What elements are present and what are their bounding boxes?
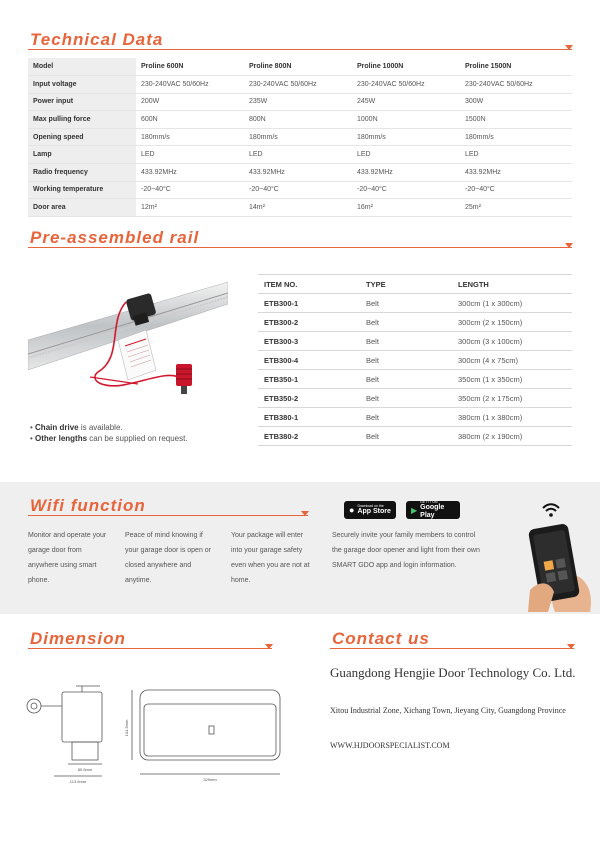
item-length: 300cm (3 x 100cm) bbox=[458, 332, 572, 351]
rail-note-chain-bold: Chain drive bbox=[35, 423, 79, 432]
spec-label: Max pulling force bbox=[28, 111, 136, 129]
rail-product-image bbox=[28, 262, 228, 417]
rail-note-lengths-text: can be supplied on request. bbox=[87, 434, 188, 443]
technical-title: Technical Data bbox=[30, 30, 164, 49]
table-row bbox=[28, 181, 572, 199]
spec-label: Opening speed bbox=[28, 128, 136, 146]
spec-value: LED bbox=[352, 146, 460, 164]
spec-value: 180mm/s bbox=[460, 128, 572, 146]
spec-value: -20~40°C bbox=[136, 181, 244, 199]
table-row bbox=[28, 199, 572, 217]
wifi-divider bbox=[28, 515, 308, 516]
table-row bbox=[258, 370, 572, 389]
company-name: Guangdong Hengjie Door Technology Co. Ltd. bbox=[330, 665, 576, 680]
spec-value: 433.92MHz bbox=[244, 164, 352, 182]
item-code: ETB380-1 bbox=[258, 408, 366, 427]
table-row bbox=[258, 351, 572, 370]
spec-value: 180mm/s bbox=[352, 128, 460, 146]
spec-value: -20~40°C bbox=[244, 181, 352, 199]
item-length: 380cm (2 x 190cm) bbox=[458, 427, 572, 446]
item-code: ETB300-2 bbox=[258, 313, 366, 332]
dimension-drawing bbox=[20, 668, 290, 798]
spec-value: 14m² bbox=[244, 199, 352, 217]
spec-value: 230-240VAC 50/60Hz bbox=[136, 76, 244, 94]
company-website[interactable]: WWW.HJDOORSPECIALIST.COM bbox=[330, 741, 450, 750]
table-row bbox=[258, 427, 572, 446]
technical-header-cell: Model bbox=[28, 58, 136, 76]
item-type: Belt bbox=[366, 427, 458, 446]
play-icon: ▶ bbox=[411, 505, 418, 515]
rail-note-lengths-bold: Other lengths bbox=[35, 434, 88, 443]
item-length: 380cm (1 x 380cm) bbox=[458, 408, 572, 427]
table-row bbox=[28, 76, 572, 94]
dimension-label-width: 329mm bbox=[203, 777, 217, 782]
spec-value: 300W bbox=[460, 93, 572, 111]
app-store-text bbox=[357, 504, 390, 516]
table-row bbox=[28, 128, 572, 146]
spec-value: 1500N bbox=[460, 111, 572, 129]
smartphone-in-hand-image bbox=[520, 520, 596, 612]
dimension-label-depth: 80.5mm bbox=[77, 767, 93, 772]
item-code: ETB380-2 bbox=[258, 427, 366, 446]
spec-value: 235W bbox=[244, 93, 352, 111]
table-row bbox=[28, 146, 572, 164]
spec-value: 180mm/s bbox=[244, 128, 352, 146]
table-row bbox=[258, 389, 572, 408]
spec-value: 12m² bbox=[136, 199, 244, 217]
company-address: Xitou Industrial Zone, Xichang Town, Jieyang City, Guangdong Province bbox=[330, 706, 566, 715]
rail-header-item: ITEM NO. bbox=[258, 275, 366, 294]
wifi-feature-monitor: Monitor and operate your garage door from anywhere using smart phone. bbox=[28, 532, 107, 584]
dimension-title: Dimension bbox=[30, 629, 126, 648]
spec-value: 200W bbox=[136, 93, 244, 111]
table-row bbox=[28, 111, 572, 129]
technical-header-cell: Proline 1500N bbox=[460, 58, 572, 76]
dimension-divider bbox=[28, 648, 272, 649]
item-length: 350cm (1 x 350cm) bbox=[458, 370, 572, 389]
technical-header-cell: Proline 600N bbox=[136, 58, 244, 76]
item-type: Belt bbox=[366, 351, 458, 370]
rail-header-row bbox=[258, 275, 572, 294]
apple-icon: ● bbox=[349, 505, 355, 515]
item-code: ETB300-1 bbox=[258, 294, 366, 313]
spec-value: 16m² bbox=[352, 199, 460, 217]
rail-note-chain-text: is available. bbox=[78, 423, 123, 432]
item-type: Belt bbox=[366, 294, 458, 313]
google-play-badge[interactable] bbox=[406, 501, 460, 519]
technical-divider bbox=[28, 49, 572, 50]
item-length: 350cm (2 x 175cm) bbox=[458, 389, 572, 408]
item-type: Belt bbox=[366, 332, 458, 351]
spec-value: LED bbox=[460, 146, 572, 164]
spec-value: 800N bbox=[244, 111, 352, 129]
item-type: Belt bbox=[366, 408, 458, 427]
table-row bbox=[258, 408, 572, 427]
spec-label: Input voltage bbox=[28, 76, 136, 94]
spec-value: 433.92MHz bbox=[136, 164, 244, 182]
rail-note-chain: • Chain drive is available. bbox=[30, 423, 123, 432]
item-length: 300cm (4 x 75cm) bbox=[458, 351, 572, 370]
dimension-label-height: 104.5mm bbox=[124, 719, 129, 737]
technical-table bbox=[28, 58, 572, 217]
table-row bbox=[258, 294, 572, 313]
google-play-main: Google Play bbox=[420, 504, 445, 519]
spec-value: 600N bbox=[136, 111, 244, 129]
wifi-section bbox=[0, 482, 600, 614]
wifi-feature-peace: Peace of mind knowing if your garage door is open or closed anywhere and anytime. bbox=[125, 532, 211, 584]
spec-label: Radio frequency bbox=[28, 164, 136, 182]
app-store-main: App Store bbox=[357, 508, 391, 515]
item-code: ETB300-3 bbox=[258, 332, 366, 351]
spec-label: Lamp bbox=[28, 146, 136, 164]
spec-value: 245W bbox=[352, 93, 460, 111]
wifi-title: Wifi function bbox=[30, 496, 146, 515]
technical-divider-arrow bbox=[565, 45, 573, 50]
spec-value: -20~40°C bbox=[460, 181, 572, 199]
table-row bbox=[28, 164, 572, 182]
dimension-label-overall: 113.5mm bbox=[69, 779, 87, 784]
google-play-sub: GET IT ON bbox=[420, 500, 438, 504]
rail-divider bbox=[28, 247, 572, 248]
spec-value: 230-240VAC 50/60Hz bbox=[352, 76, 460, 94]
wifi-feature-family: Securely invite your family members to control the garage door opener and light from their own SMART GDO app and login information. bbox=[332, 532, 480, 569]
item-length: 300cm (2 x 150cm) bbox=[458, 313, 572, 332]
spec-value: LED bbox=[244, 146, 352, 164]
item-code: ETB350-2 bbox=[258, 389, 366, 408]
wifi-feature-package: Your package will enter into your garage safety even when you are not at home. bbox=[231, 532, 310, 584]
table-row bbox=[258, 313, 572, 332]
rail-divider-arrow bbox=[565, 243, 573, 248]
technical-header-row bbox=[28, 58, 572, 76]
item-type: Belt bbox=[366, 370, 458, 389]
technical-header-cell: Proline 800N bbox=[244, 58, 352, 76]
item-length: 300cm (1 x 300cm) bbox=[458, 294, 572, 313]
spec-value: -20~40°C bbox=[352, 181, 460, 199]
rail-header-type: TYPE bbox=[366, 275, 458, 294]
spec-label: Power input bbox=[28, 93, 136, 111]
item-code: ETB300-4 bbox=[258, 351, 366, 370]
technical-header-cell: Proline 1000N bbox=[352, 58, 460, 76]
spec-value: 180mm/s bbox=[136, 128, 244, 146]
spec-value: 1000N bbox=[352, 111, 460, 129]
spec-value: 230-240VAC 50/60Hz bbox=[460, 76, 572, 94]
wifi-icon bbox=[541, 502, 561, 518]
table-row bbox=[258, 332, 572, 351]
spec-label: Working temperature bbox=[28, 181, 136, 199]
spec-value: 25m² bbox=[460, 199, 572, 217]
rail-header-length: LENGTH bbox=[458, 275, 572, 294]
google-play-text bbox=[420, 500, 455, 520]
rail-items-table bbox=[258, 274, 572, 446]
table-row bbox=[28, 93, 572, 111]
item-type: Belt bbox=[366, 389, 458, 408]
item-code: ETB350-1 bbox=[258, 370, 366, 389]
rail-notes bbox=[30, 422, 188, 444]
spec-value: 230-240VAC 50/60Hz bbox=[244, 76, 352, 94]
contact-title: Contact us bbox=[332, 629, 430, 648]
contact-divider bbox=[330, 648, 574, 649]
app-store-sub: Download on the bbox=[357, 504, 384, 508]
spec-value: 433.92MHz bbox=[352, 164, 460, 182]
rail-title: Pre-assembled rail bbox=[30, 228, 200, 247]
app-store-badge[interactable] bbox=[344, 501, 396, 519]
spec-value: 433.92MHz bbox=[460, 164, 572, 182]
item-type: Belt bbox=[366, 313, 458, 332]
contact-divider-arrow bbox=[567, 644, 575, 649]
spec-label: Door area bbox=[28, 199, 136, 217]
dimension-divider-arrow bbox=[265, 644, 273, 649]
wifi-divider-arrow bbox=[301, 511, 309, 516]
spec-value: LED bbox=[136, 146, 244, 164]
rail-note-lengths: • Other lengths can be supplied on request. bbox=[30, 434, 188, 443]
